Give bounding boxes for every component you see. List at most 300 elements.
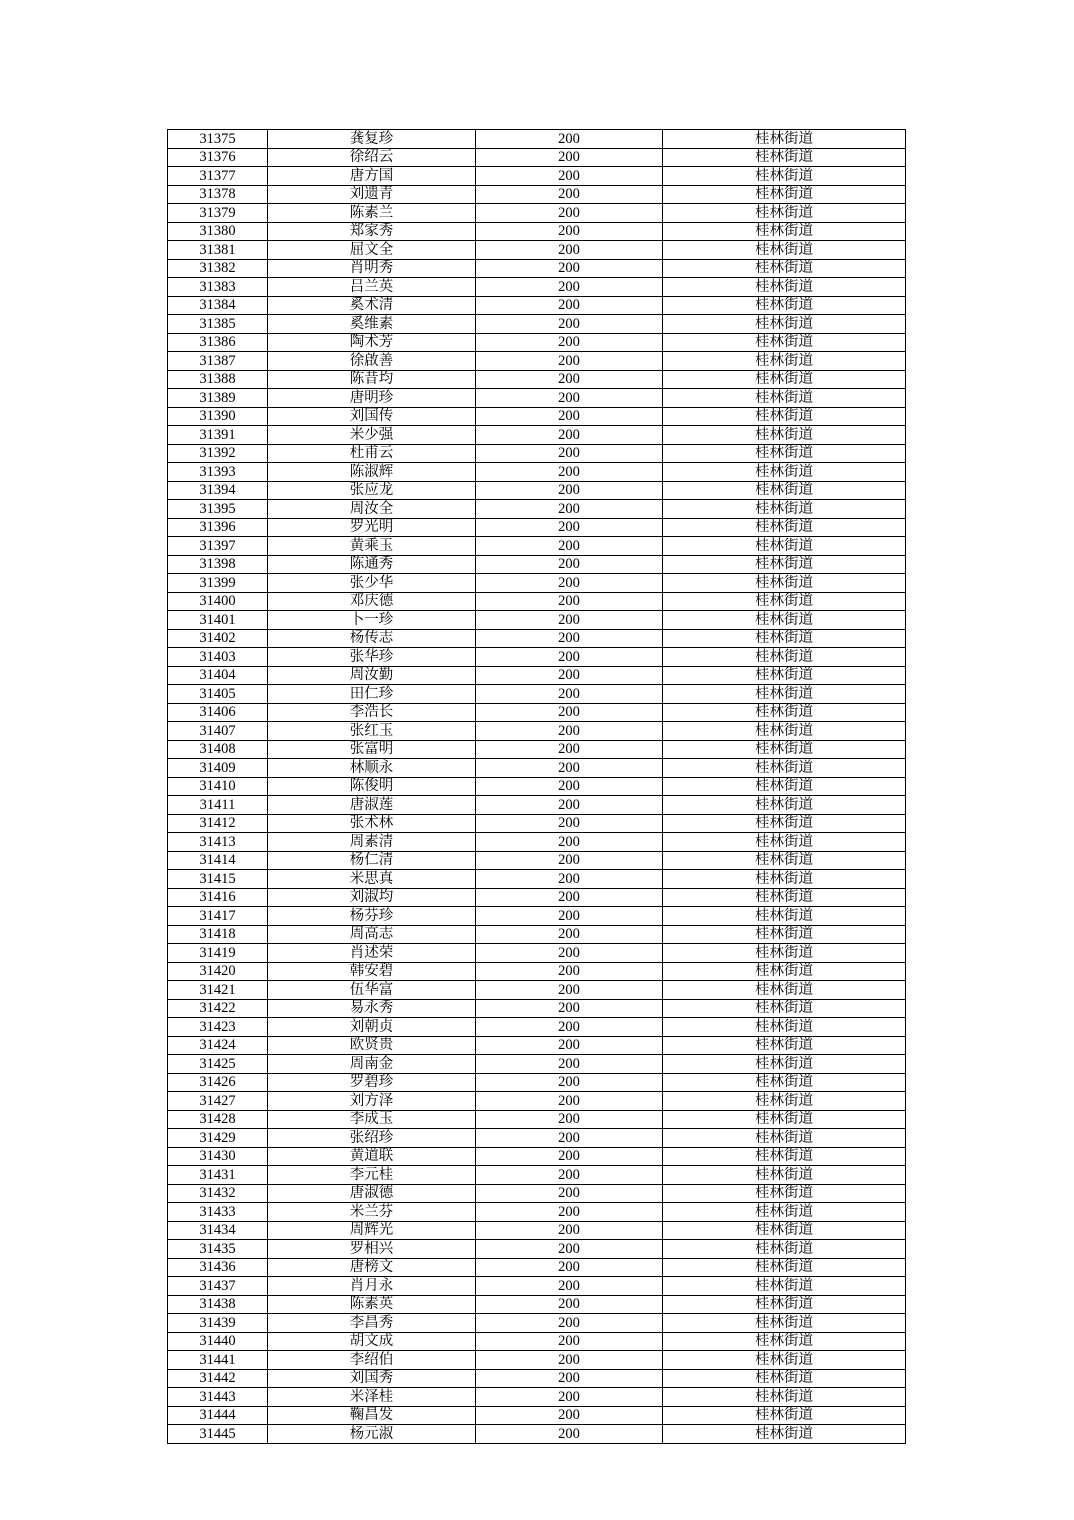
- amount-cell: 200: [476, 444, 663, 463]
- district-cell: 桂林街道: [663, 722, 906, 741]
- table-row: [168, 629, 906, 648]
- name-cell: 徐啟善: [268, 352, 476, 371]
- table-row: [168, 167, 906, 186]
- amount-cell: 200: [476, 629, 663, 648]
- amount-cell: 200: [476, 666, 663, 685]
- serial-number-cell: 31375: [168, 130, 268, 149]
- table-row: [168, 1129, 906, 1148]
- name-cell: 肖月永: [268, 1277, 476, 1296]
- serial-number-cell: 31413: [168, 833, 268, 852]
- table-row: [168, 1147, 906, 1166]
- amount-cell: 200: [476, 703, 663, 722]
- table-row: [168, 1203, 906, 1222]
- serial-number-cell: 31380: [168, 222, 268, 241]
- district-cell: 桂林街道: [663, 777, 906, 796]
- amount-cell: 200: [476, 1332, 663, 1351]
- serial-number-cell: 31384: [168, 296, 268, 315]
- serial-number-cell: 31427: [168, 1092, 268, 1111]
- amount-cell: 200: [476, 833, 663, 852]
- serial-number-cell: 31426: [168, 1073, 268, 1092]
- amount-cell: 200: [476, 185, 663, 204]
- district-cell: 桂林街道: [663, 352, 906, 371]
- name-cell: 韩安碧: [268, 962, 476, 981]
- name-cell: 刘朝贞: [268, 1018, 476, 1037]
- district-cell: 桂林街道: [663, 537, 906, 556]
- name-cell: 刘淑均: [268, 888, 476, 907]
- name-cell: 周高志: [268, 925, 476, 944]
- district-cell: 桂林街道: [663, 1055, 906, 1074]
- serial-number-cell: 31436: [168, 1258, 268, 1277]
- amount-cell: 200: [476, 999, 663, 1018]
- serial-number-cell: 31398: [168, 555, 268, 574]
- amount-cell: 200: [476, 481, 663, 500]
- table-row: [168, 555, 906, 574]
- serial-number-cell: 31411: [168, 796, 268, 815]
- district-cell: 桂林街道: [663, 1351, 906, 1370]
- serial-number-cell: 31441: [168, 1351, 268, 1370]
- name-cell: 伍华富: [268, 981, 476, 1000]
- amount-cell: 200: [476, 296, 663, 315]
- name-cell: 李浩长: [268, 703, 476, 722]
- district-cell: 桂林街道: [663, 1166, 906, 1185]
- name-cell: 奚维素: [268, 315, 476, 334]
- district-cell: 桂林街道: [663, 222, 906, 241]
- amount-cell: 200: [476, 241, 663, 260]
- district-cell: 桂林街道: [663, 814, 906, 833]
- amount-cell: 200: [476, 278, 663, 297]
- name-cell: 唐榜文: [268, 1258, 476, 1277]
- table-row: [168, 685, 906, 704]
- district-cell: 桂林街道: [663, 629, 906, 648]
- district-cell: 桂林街道: [663, 518, 906, 537]
- table-row: [168, 1055, 906, 1074]
- name-cell: 李昌秀: [268, 1314, 476, 1333]
- table-row: [168, 296, 906, 315]
- serial-number-cell: 31387: [168, 352, 268, 371]
- district-cell: 桂林街道: [663, 1147, 906, 1166]
- serial-number-cell: 31377: [168, 167, 268, 186]
- table-row: [168, 1369, 906, 1388]
- amount-cell: 200: [476, 333, 663, 352]
- amount-cell: 200: [476, 1203, 663, 1222]
- amount-cell: 200: [476, 1110, 663, 1129]
- serial-number-cell: 31417: [168, 907, 268, 926]
- name-cell: 欧贤贵: [268, 1036, 476, 1055]
- district-cell: 桂林街道: [663, 481, 906, 500]
- serial-number-cell: 31414: [168, 851, 268, 870]
- district-cell: 桂林街道: [663, 796, 906, 815]
- serial-number-cell: 31407: [168, 722, 268, 741]
- table-row: [168, 278, 906, 297]
- name-cell: 张少华: [268, 574, 476, 593]
- table-row: [168, 962, 906, 981]
- name-cell: 陈素英: [268, 1295, 476, 1314]
- amount-cell: 200: [476, 611, 663, 630]
- name-cell: 张术林: [268, 814, 476, 833]
- table-row: [168, 1221, 906, 1240]
- name-cell: 肖明秀: [268, 259, 476, 278]
- roster-table: [167, 129, 906, 1444]
- serial-number-cell: 31431: [168, 1166, 268, 1185]
- name-cell: 米泽桂: [268, 1388, 476, 1407]
- amount-cell: 200: [476, 574, 663, 593]
- district-cell: 桂林街道: [663, 1332, 906, 1351]
- district-cell: 桂林街道: [663, 1425, 906, 1444]
- district-cell: 桂林街道: [663, 1036, 906, 1055]
- table-row: [168, 204, 906, 223]
- serial-number-cell: 31428: [168, 1110, 268, 1129]
- district-cell: 桂林街道: [663, 1221, 906, 1240]
- table-row: [168, 1314, 906, 1333]
- table-row: [168, 981, 906, 1000]
- serial-number-cell: 31412: [168, 814, 268, 833]
- serial-number-cell: 31405: [168, 685, 268, 704]
- district-cell: 桂林街道: [663, 185, 906, 204]
- table-row: [168, 1036, 906, 1055]
- table-row: [168, 1351, 906, 1370]
- district-cell: 桂林街道: [663, 666, 906, 685]
- amount-cell: 200: [476, 518, 663, 537]
- serial-number-cell: 31444: [168, 1406, 268, 1425]
- district-cell: 桂林街道: [663, 1018, 906, 1037]
- table-row: [168, 648, 906, 667]
- serial-number-cell: 31400: [168, 592, 268, 611]
- table-row: [168, 222, 906, 241]
- name-cell: 刘国秀: [268, 1369, 476, 1388]
- district-cell: 桂林街道: [663, 148, 906, 167]
- name-cell: 吕兰英: [268, 278, 476, 297]
- amount-cell: 200: [476, 555, 663, 574]
- roster-table-body: [168, 130, 906, 1444]
- serial-number-cell: 31440: [168, 1332, 268, 1351]
- name-cell: 徐绍云: [268, 148, 476, 167]
- serial-number-cell: 31418: [168, 925, 268, 944]
- district-cell: 桂林街道: [663, 888, 906, 907]
- district-cell: 桂林街道: [663, 444, 906, 463]
- name-cell: 黄乘玉: [268, 537, 476, 556]
- name-cell: 杨仁清: [268, 851, 476, 870]
- serial-number-cell: 31445: [168, 1425, 268, 1444]
- district-cell: 桂林街道: [663, 592, 906, 611]
- district-cell: 桂林街道: [663, 907, 906, 926]
- serial-number-cell: 31419: [168, 944, 268, 963]
- table-row: [168, 666, 906, 685]
- table-row: [168, 1110, 906, 1129]
- amount-cell: 200: [476, 1184, 663, 1203]
- serial-number-cell: 31391: [168, 426, 268, 445]
- amount-cell: 200: [476, 1036, 663, 1055]
- name-cell: 张应龙: [268, 481, 476, 500]
- amount-cell: 200: [476, 1425, 663, 1444]
- serial-number-cell: 31409: [168, 759, 268, 778]
- table-row: [168, 999, 906, 1018]
- serial-number-cell: 31406: [168, 703, 268, 722]
- amount-cell: 200: [476, 1258, 663, 1277]
- amount-cell: 200: [476, 1129, 663, 1148]
- table-row: [168, 1277, 906, 1296]
- name-cell: 杨传志: [268, 629, 476, 648]
- serial-number-cell: 31383: [168, 278, 268, 297]
- amount-cell: 200: [476, 722, 663, 741]
- serial-number-cell: 31386: [168, 333, 268, 352]
- table-row: [168, 1073, 906, 1092]
- serial-number-cell: 31382: [168, 259, 268, 278]
- table-row: [168, 1388, 906, 1407]
- amount-cell: 200: [476, 1388, 663, 1407]
- name-cell: 周素清: [268, 833, 476, 852]
- serial-number-cell: 31392: [168, 444, 268, 463]
- serial-number-cell: 31378: [168, 185, 268, 204]
- district-cell: 桂林街道: [663, 555, 906, 574]
- name-cell: 米少强: [268, 426, 476, 445]
- name-cell: 田仁珍: [268, 685, 476, 704]
- table-row: [168, 185, 906, 204]
- serial-number-cell: 31438: [168, 1295, 268, 1314]
- table-row: [168, 1184, 906, 1203]
- amount-cell: 200: [476, 1166, 663, 1185]
- table-row: [168, 333, 906, 352]
- serial-number-cell: 31425: [168, 1055, 268, 1074]
- table-row: [168, 537, 906, 556]
- amount-cell: 200: [476, 962, 663, 981]
- amount-cell: 200: [476, 740, 663, 759]
- district-cell: 桂林街道: [663, 259, 906, 278]
- name-cell: 陈通秀: [268, 555, 476, 574]
- district-cell: 桂林街道: [663, 1277, 906, 1296]
- table-row: [168, 1295, 906, 1314]
- name-cell: 罗光明: [268, 518, 476, 537]
- name-cell: 奚术清: [268, 296, 476, 315]
- district-cell: 桂林街道: [663, 981, 906, 1000]
- district-cell: 桂林街道: [663, 833, 906, 852]
- district-cell: 桂林街道: [663, 740, 906, 759]
- name-cell: 龚复珍: [268, 130, 476, 149]
- district-cell: 桂林街道: [663, 500, 906, 519]
- district-cell: 桂林街道: [663, 333, 906, 352]
- name-cell: 张绍珍: [268, 1129, 476, 1148]
- district-cell: 桂林街道: [663, 962, 906, 981]
- name-cell: 张红玉: [268, 722, 476, 741]
- amount-cell: 200: [476, 759, 663, 778]
- name-cell: 刘国传: [268, 407, 476, 426]
- amount-cell: 200: [476, 167, 663, 186]
- serial-number-cell: 31379: [168, 204, 268, 223]
- serial-number-cell: 31443: [168, 1388, 268, 1407]
- name-cell: 张华珍: [268, 648, 476, 667]
- serial-number-cell: 31388: [168, 370, 268, 389]
- table-row: [168, 1332, 906, 1351]
- serial-number-cell: 31385: [168, 315, 268, 334]
- amount-cell: 200: [476, 204, 663, 223]
- amount-cell: 200: [476, 592, 663, 611]
- name-cell: 黄道联: [268, 1147, 476, 1166]
- district-cell: 桂林街道: [663, 426, 906, 445]
- serial-number-cell: 31404: [168, 666, 268, 685]
- name-cell: 林顺永: [268, 759, 476, 778]
- amount-cell: 200: [476, 1295, 663, 1314]
- amount-cell: 200: [476, 537, 663, 556]
- district-cell: 桂林街道: [663, 574, 906, 593]
- amount-cell: 200: [476, 1055, 663, 1074]
- name-cell: 邓庆德: [268, 592, 476, 611]
- serial-number-cell: 31437: [168, 1277, 268, 1296]
- serial-number-cell: 31433: [168, 1203, 268, 1222]
- name-cell: 唐淑德: [268, 1184, 476, 1203]
- name-cell: 鞠昌发: [268, 1406, 476, 1425]
- name-cell: 杜甫云: [268, 444, 476, 463]
- serial-number-cell: 31390: [168, 407, 268, 426]
- amount-cell: 200: [476, 1147, 663, 1166]
- amount-cell: 200: [476, 888, 663, 907]
- district-cell: 桂林街道: [663, 944, 906, 963]
- name-cell: 罗相兴: [268, 1240, 476, 1259]
- table-row: [168, 259, 906, 278]
- amount-cell: 200: [476, 796, 663, 815]
- serial-number-cell: 31422: [168, 999, 268, 1018]
- name-cell: 李成玉: [268, 1110, 476, 1129]
- district-cell: 桂林街道: [663, 241, 906, 260]
- serial-number-cell: 31416: [168, 888, 268, 907]
- amount-cell: 200: [476, 925, 663, 944]
- amount-cell: 200: [476, 222, 663, 241]
- amount-cell: 200: [476, 981, 663, 1000]
- name-cell: 米兰芬: [268, 1203, 476, 1222]
- name-cell: 陈淑辉: [268, 463, 476, 482]
- serial-number-cell: 31401: [168, 611, 268, 630]
- table-row: [168, 444, 906, 463]
- name-cell: 陶术芳: [268, 333, 476, 352]
- amount-cell: 200: [476, 1018, 663, 1037]
- serial-number-cell: 31408: [168, 740, 268, 759]
- amount-cell: 200: [476, 463, 663, 482]
- name-cell: 李元桂: [268, 1166, 476, 1185]
- amount-cell: 200: [476, 426, 663, 445]
- table-row: [168, 389, 906, 408]
- amount-cell: 200: [476, 685, 663, 704]
- district-cell: 桂林街道: [663, 204, 906, 223]
- serial-number-cell: 31434: [168, 1221, 268, 1240]
- name-cell: 周汝勤: [268, 666, 476, 685]
- amount-cell: 200: [476, 389, 663, 408]
- table-row: [168, 870, 906, 889]
- table-row: [168, 315, 906, 334]
- table-row: [168, 703, 906, 722]
- table-row: [168, 463, 906, 482]
- table-row: [168, 1258, 906, 1277]
- district-cell: 桂林街道: [663, 759, 906, 778]
- district-cell: 桂林街道: [663, 648, 906, 667]
- table-row: [168, 944, 906, 963]
- name-cell: 易永秀: [268, 999, 476, 1018]
- amount-cell: 200: [476, 370, 663, 389]
- name-cell: 刘方泽: [268, 1092, 476, 1111]
- table-row: [168, 740, 906, 759]
- serial-number-cell: 31410: [168, 777, 268, 796]
- amount-cell: 200: [476, 1240, 663, 1259]
- district-cell: 桂林街道: [663, 1110, 906, 1129]
- name-cell: 杨元淑: [268, 1425, 476, 1444]
- amount-cell: 200: [476, 407, 663, 426]
- serial-number-cell: 31429: [168, 1129, 268, 1148]
- amount-cell: 200: [476, 500, 663, 519]
- table-row: [168, 352, 906, 371]
- name-cell: 周南金: [268, 1055, 476, 1074]
- district-cell: 桂林街道: [663, 703, 906, 722]
- serial-number-cell: 31423: [168, 1018, 268, 1037]
- district-cell: 桂林街道: [663, 1258, 906, 1277]
- district-cell: 桂林街道: [663, 1092, 906, 1111]
- district-cell: 桂林街道: [663, 407, 906, 426]
- district-cell: 桂林街道: [663, 1129, 906, 1148]
- table-row: [168, 518, 906, 537]
- district-cell: 桂林街道: [663, 278, 906, 297]
- district-cell: 桂林街道: [663, 999, 906, 1018]
- district-cell: 桂林街道: [663, 1369, 906, 1388]
- serial-number-cell: 31394: [168, 481, 268, 500]
- table-row: [168, 722, 906, 741]
- amount-cell: 200: [476, 1351, 663, 1370]
- amount-cell: 200: [476, 814, 663, 833]
- district-cell: 桂林街道: [663, 463, 906, 482]
- district-cell: 桂林街道: [663, 296, 906, 315]
- district-cell: 桂林街道: [663, 611, 906, 630]
- name-cell: 刘遗青: [268, 185, 476, 204]
- table-row: [168, 130, 906, 149]
- amount-cell: 200: [476, 907, 663, 926]
- amount-cell: 200: [476, 1314, 663, 1333]
- name-cell: 陈俊明: [268, 777, 476, 796]
- district-cell: 桂林街道: [663, 685, 906, 704]
- serial-number-cell: 31424: [168, 1036, 268, 1055]
- district-cell: 桂林街道: [663, 167, 906, 186]
- district-cell: 桂林街道: [663, 1314, 906, 1333]
- name-cell: 郑家秀: [268, 222, 476, 241]
- serial-number-cell: 31399: [168, 574, 268, 593]
- name-cell: 杨芬珍: [268, 907, 476, 926]
- name-cell: 周辉光: [268, 1221, 476, 1240]
- table-row: [168, 426, 906, 445]
- serial-number-cell: 31403: [168, 648, 268, 667]
- table-row: [168, 1425, 906, 1444]
- district-cell: 桂林街道: [663, 1406, 906, 1425]
- table-row: [168, 407, 906, 426]
- table-row: [168, 796, 906, 815]
- amount-cell: 200: [476, 851, 663, 870]
- amount-cell: 200: [476, 1221, 663, 1240]
- table-row: [168, 1092, 906, 1111]
- table-row: [168, 925, 906, 944]
- district-cell: 桂林街道: [663, 315, 906, 334]
- district-cell: 桂林街道: [663, 370, 906, 389]
- amount-cell: 200: [476, 130, 663, 149]
- serial-number-cell: 31402: [168, 629, 268, 648]
- table-row: [168, 814, 906, 833]
- serial-number-cell: 31415: [168, 870, 268, 889]
- amount-cell: 200: [476, 1092, 663, 1111]
- table-row: [168, 1018, 906, 1037]
- serial-number-cell: 31397: [168, 537, 268, 556]
- district-cell: 桂林街道: [663, 870, 906, 889]
- amount-cell: 200: [476, 352, 663, 371]
- amount-cell: 200: [476, 315, 663, 334]
- name-cell: 肖述荣: [268, 944, 476, 963]
- serial-number-cell: 31432: [168, 1184, 268, 1203]
- table-row: [168, 777, 906, 796]
- district-cell: 桂林街道: [663, 1388, 906, 1407]
- amount-cell: 200: [476, 777, 663, 796]
- table-row: [168, 1406, 906, 1425]
- table-row: [168, 1240, 906, 1259]
